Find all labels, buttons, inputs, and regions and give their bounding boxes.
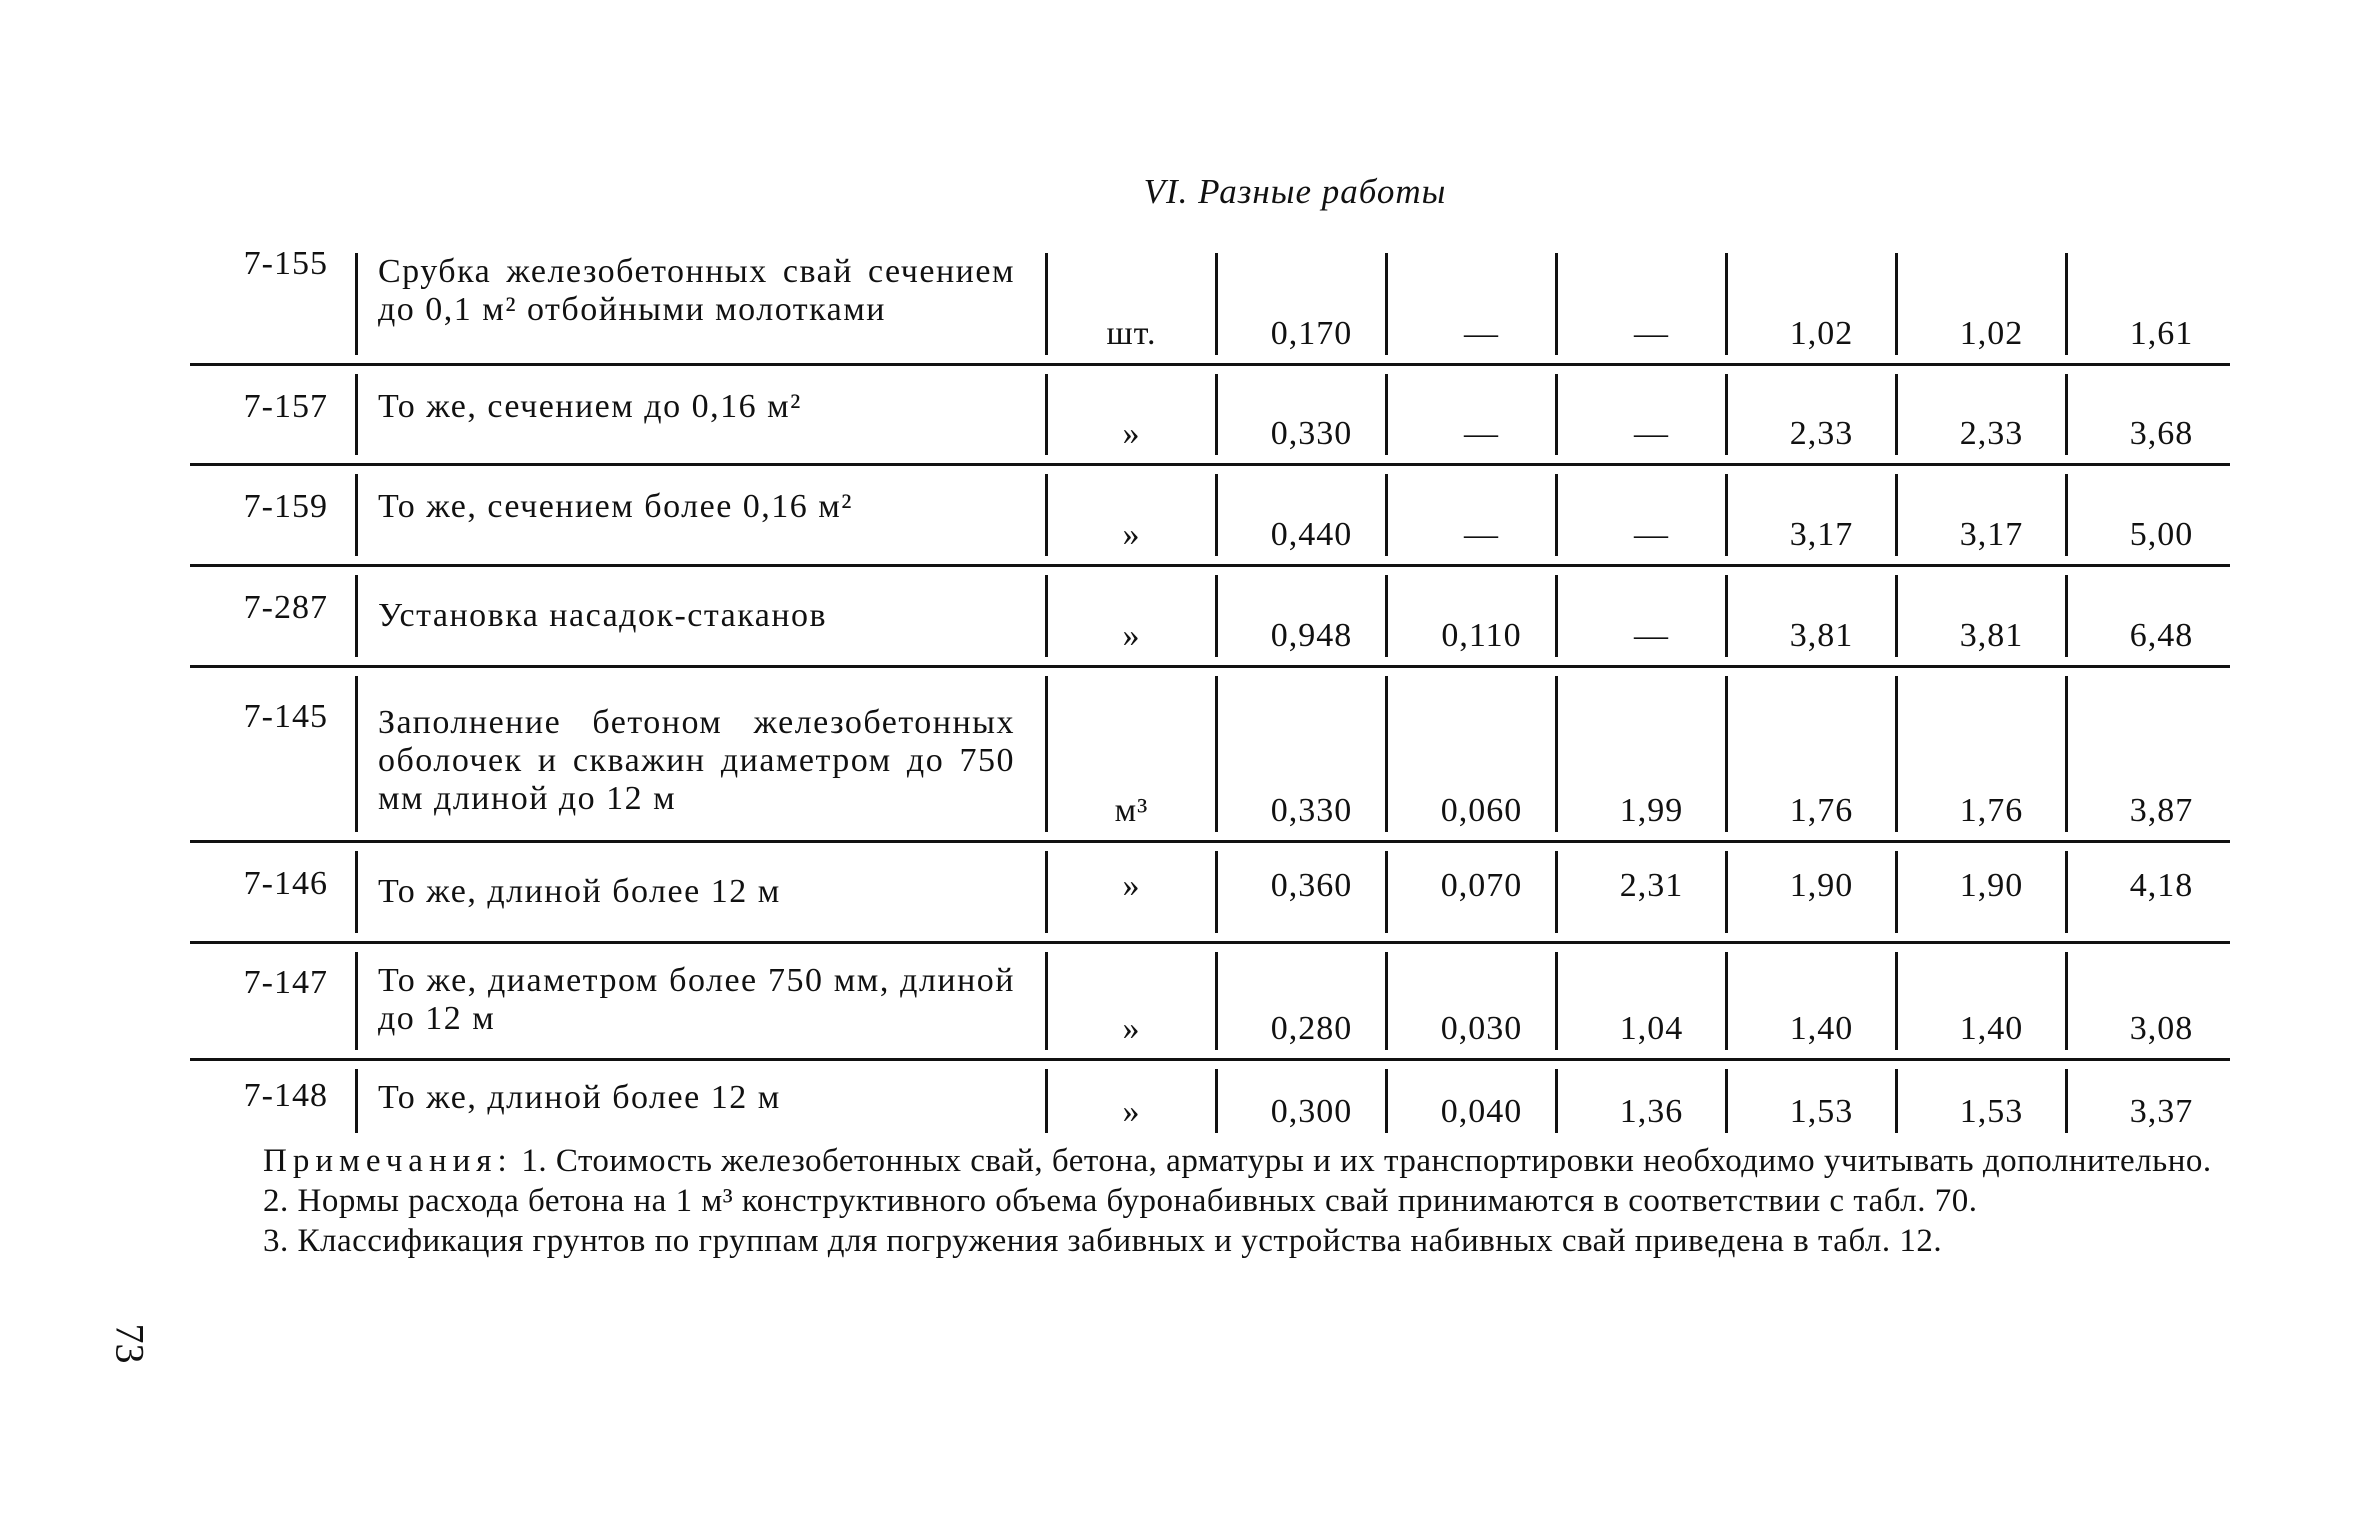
row-value: — [1555,253,1725,355]
row-value: 2,31 [1555,851,1725,933]
row-value: — [1385,474,1555,556]
row-value: — [1555,575,1725,657]
row-value: 1,90 [1725,851,1895,933]
row-value: 6,48 [2065,575,2235,657]
row-name: Срубка железобетонных свай сечением до 0,1 м² отбойными молотками [355,253,1015,355]
table-row [190,944,2230,1061]
row-code: 7-287 [243,589,328,626]
row-unit: » [1045,952,1215,1050]
row-name: То же, длиной более 12 м [355,851,1015,933]
row-unit: шт. [1045,253,1215,355]
row-value: 1,99 [1555,676,1725,832]
row-value: 1,02 [1895,253,2065,355]
row-value: 1,76 [1895,676,2065,832]
row-name: То же, длиной более 12 м [355,1069,1015,1133]
row-unit: » [1045,474,1215,556]
table-row [190,1061,2230,1141]
row-value: 0,030 [1385,952,1555,1050]
row-code: 7-148 [243,1077,328,1114]
row-value: 3,81 [1725,575,1895,657]
table-row [190,843,2230,944]
row-unit: » [1045,575,1215,657]
notes-heading: Примечания: [263,1143,513,1179]
row-value: 4,18 [2065,851,2235,933]
row-value: 0,110 [1385,575,1555,657]
row-value: 1,04 [1555,952,1725,1050]
row-value: 0,060 [1385,676,1555,832]
row-value: 0,948 [1215,575,1385,657]
row-value: 2,33 [1895,374,2065,455]
row-value: 0,360 [1215,851,1385,933]
row-value: — [1555,474,1725,556]
row-name: Установка насадок-стаканов [355,575,1015,657]
table-row [190,668,2230,843]
row-value: 3,68 [2065,374,2235,455]
note-2: 2. Нормы расхода бетона на 1 м³ конструктивного объема буронабивных свай принимаются в соответствии с табл. 70. [263,1183,1978,1219]
row-value: 5,00 [2065,474,2235,556]
row-name: Заполнение бетоном железобетонных оболочек и скважин диаметром до 750 мм длиной до 12 м [355,676,1015,832]
row-value: 1,53 [1895,1069,2065,1133]
row-value: 1,02 [1725,253,1895,355]
row-value: 1,40 [1725,952,1895,1050]
row-value: 0,300 [1215,1069,1385,1133]
row-value: 3,37 [2065,1069,2235,1133]
row-value: 1,36 [1555,1069,1725,1133]
row-value: 0,070 [1385,851,1555,933]
row-value: 3,81 [1895,575,2065,657]
norms-table [190,245,2230,1141]
row-code: 7-147 [243,964,328,1001]
table-row [190,366,2230,466]
section-title: VI. Разные работы [1143,172,1447,211]
row-unit: » [1045,1069,1215,1133]
row-code: 7-146 [243,865,328,902]
row-value: 1,40 [1895,952,2065,1050]
note-1-text: 1. Стоимость железобетонных свай, бетона, арматуры и их транспортировки необходимо учитывать дополнительно. [521,1143,2212,1179]
row-value: 1,76 [1725,676,1895,832]
row-value: — [1385,253,1555,355]
row-value: 0,040 [1385,1069,1555,1133]
table-row [190,245,2230,366]
row-value: 1,61 [2065,253,2235,355]
table-row [190,567,2230,668]
row-unit: м³ [1045,676,1215,832]
row-value: 0,440 [1215,474,1385,556]
row-value: 1,53 [1725,1069,1895,1133]
row-unit: » [1045,851,1215,933]
row-code: 7-155 [243,245,328,282]
row-value: 0,330 [1215,374,1385,455]
row-code: 7-159 [243,488,328,525]
row-value: — [1555,374,1725,455]
row-value: 3,17 [1725,474,1895,556]
row-value: 3,87 [2065,676,2235,832]
row-value: 3,08 [2065,952,2235,1050]
row-value: 0,330 [1215,676,1385,832]
note-1 [195,1143,2235,1179]
row-value: 3,17 [1895,474,2065,556]
row-name: То же, диаметром более 750 мм, длиной до 12 м [355,952,1015,1050]
note-3: 3. Классификация грунтов по группам для погружения забивных и устройства набивных свай приведена в табл. 12. [263,1223,1943,1259]
row-value: 0,280 [1215,952,1385,1050]
row-name: То же, сечением более 0,16 м² [355,474,1015,556]
table-row [190,466,2230,567]
row-value: 0,170 [1215,253,1385,355]
row-value: 1,90 [1895,851,2065,933]
row-value: 2,33 [1725,374,1895,455]
row-code: 7-157 [243,388,328,425]
page-number: 73 [107,1323,153,1364]
row-value: — [1385,374,1555,455]
notes [195,1143,2235,1263]
row-name: То же, сечением до 0,16 м² [355,374,1015,455]
row-unit: » [1045,374,1215,455]
row-code: 7-145 [243,698,328,735]
